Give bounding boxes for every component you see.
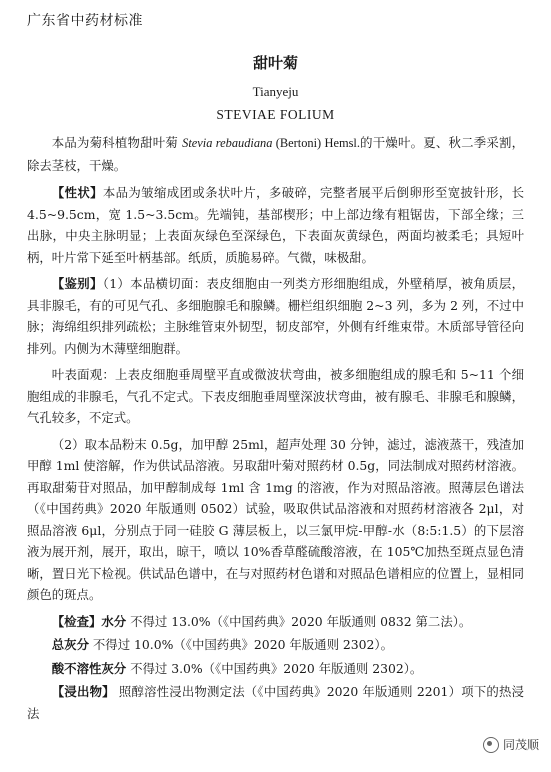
acid-insoluble-ash-label: 酸不溶性灰分 xyxy=(51,660,127,676)
total-ash-text: 不得过 10.0%（《中国药典》2020 年版通则 2302）。 xyxy=(92,637,394,652)
species-name: Stevia rebaudiana xyxy=(182,136,273,150)
characters-section xyxy=(27,182,524,268)
extract-section xyxy=(27,681,524,724)
identification-section xyxy=(27,273,524,359)
monograph-body xyxy=(27,132,524,726)
intro-paragraph xyxy=(27,132,524,177)
identification-heading: 【鉴别】 xyxy=(51,276,103,291)
watermark xyxy=(479,735,543,754)
account-icon xyxy=(483,737,499,753)
extract-heading: 【浸出物】 xyxy=(51,684,115,699)
pinyin-name: Tianyeju xyxy=(252,84,299,99)
identification-para-3-block xyxy=(27,434,524,606)
checks-water xyxy=(27,611,524,633)
checks-heading: 【检查】 xyxy=(51,613,102,629)
monograph-title: 甜叶菊 xyxy=(252,54,298,72)
characters-heading: 【性状】 xyxy=(51,185,103,200)
extract-text: 照醇溶性浸出物测定法（《中国药典》2020 年版通则 2201）项下的热浸法 xyxy=(27,684,524,721)
watermark-text: 同茂顺 xyxy=(502,738,539,752)
acid-insoluble-ash-text: 不得过 3.0%（《中国药典》2020 年版通则 2302）。 xyxy=(130,660,423,676)
identification-para-1: （1）本品横切面：表皮细胞由一列类方形细胞组成，外壁稍厚，被角质层，具非腺毛，有的可见气孔、多细胞腺毛和腺鳞。栅栏组织细胞 2~3 列，多为 2 列，不过中脉；海绵组织排列疏松；主脉维管束外韧型，韧皮部窄，外侧有纤维束带。木质部导管径向排列。内侧为木薄壁细胞群。 xyxy=(27,276,525,356)
characters-text: 本品为皱缩成团或条状叶片，多破碎，完整者展平后倒卵形至宽披针形，长 4.5~9.5cm，宽 1.5~3.5cm。先端钝，基部楔形；中上部边缘有粗锯齿，下部全缘；三出脉，中央主脉明显；上表面灰绿色至深绿色，下表面灰黄绿色，两面均被柔毛；具短叶柄，叶片常下延至叶柄基部。纸质，质脆易碎。气微，味极甜。 xyxy=(27,185,525,265)
intro-text-post: (Bertoni) Hemsl.的干燥叶。夏、秋二季采割，除去茎枝，干燥。 xyxy=(27,136,524,173)
water-text: 不得过 13.0%（《中国药典》2020 年版通则 0832 第二法）。 xyxy=(130,613,472,629)
intro-text-pre: 本品为菊科植物甜叶菊 xyxy=(51,135,183,150)
checks-total-ash xyxy=(27,634,524,656)
identification-para-2-block xyxy=(27,364,524,429)
identification-para-2: 叶表面观：上表皮细胞垂周壁平直或微波状弯曲，被多细胞组成的腺毛和 5~11 个细胞组成的非腺毛，气孔不定式。下表皮细胞垂周壁深波状弯曲，被有腺毛、非腺毛和腺鳞，气孔较多，不定式。 xyxy=(27,367,524,425)
water-label: 水分 xyxy=(101,613,127,629)
checks-acid-ash xyxy=(27,658,524,680)
identification-para-3: （2）取本品粉末 0.5g，加甲醇 25ml，超声处理 30 分钟，滤过，滤液蒸干，残渣加甲醇 1ml 使溶解，作为供试品溶液。另取甜叶菊对照药材 0.5g，同法制成对照药材溶液。再取甜菊苷对照品，加甲醇制成每 1ml 含 1mg 的溶液，作为对照品溶液。照薄层色谱法（《中国药典》2020 年版通则 0502）试验，吸取供试品溶液和对照药材溶液各 2μl，对照品溶液 6μl，分别点于同一硅胶 G 薄层板上，以三氯甲烷-甲醇-水（8:5:1.5）的下层溶液为展开剂，展开，取出，晾干，喷以 10%香草醛硫酸溶液，在 105℃加热至斑点显色清晰，置日光下检视。供试品色谱中，在与对照药材色谱和对照品色谱相应的位置上，显相同颜色的斑点。 xyxy=(27,436,524,602)
standard-header: 广东省中药材标准 xyxy=(27,13,143,29)
latin-name: STEVIAE FOLIUM xyxy=(216,107,335,122)
total-ash-label: 总灰分 xyxy=(51,637,89,652)
